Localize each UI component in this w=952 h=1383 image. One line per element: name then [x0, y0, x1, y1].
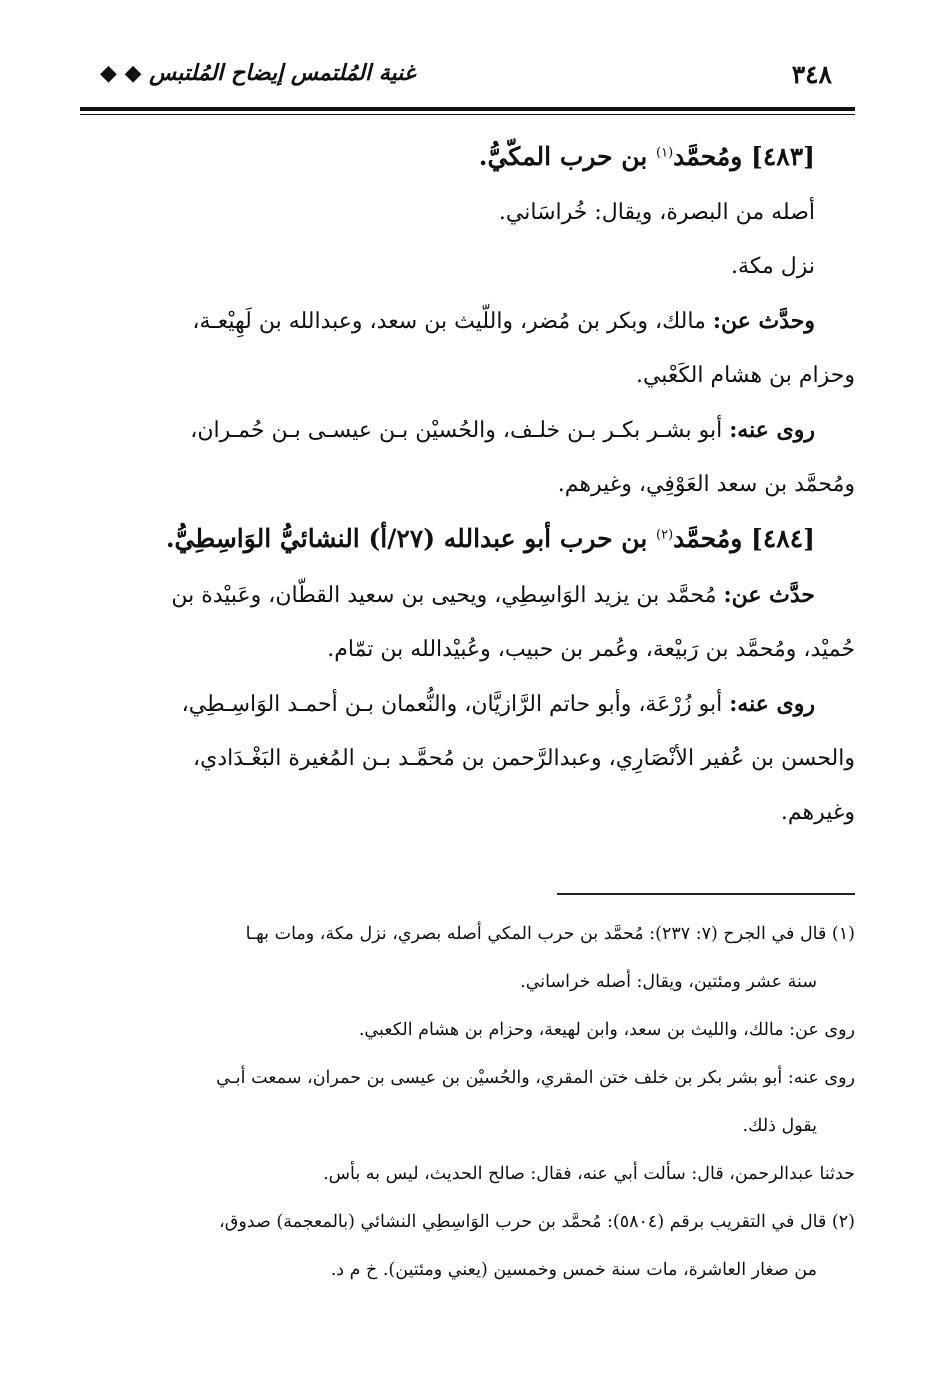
entry-484-narrated-by-end: وغيرهم.: [780, 800, 855, 825]
book-title: غنية المُلتمس إيضاح المُلتبس ◆ ◆: [100, 60, 416, 86]
narrated-by-label: روى عنه:: [729, 417, 815, 443]
entry-484-heading: [85, 512, 855, 568]
entry-483-heading-a: [٤٨٣] ومُحمَّد: [673, 142, 815, 171]
entry-484-heading-b: بن حرب أبو عبدالله (٢٧/أ) النشائيُّ الوَاسِطِيُّ.: [165, 524, 656, 553]
entry-484-heading-a: [٤٨٤] ومُحمَّد: [673, 524, 815, 553]
narrated-by-text-1: أبو زُرْعَة، وأبو حاتم الرَّازيَّان، والنُّعمان بـن أحمـد الوَاسِـطِي،: [181, 692, 730, 717]
narrated-from-text-1: مُحمَّد بن يزيد الوَاسِطِي، ويحيى بن سعيد القطّان، وعَبيْدة بن: [171, 583, 724, 608]
narrated-from-label: وحدَّث عن:: [712, 308, 815, 334]
entry-483-settled: نزل مكة.: [731, 254, 815, 279]
entry-484-narrated-from-cont: حُميْد، ومُحمَّد بن رَبيْعة، وعُمر بن حبيب، وعُبيْدالله بن تمّام.: [327, 637, 855, 662]
entry-484-narrated-from: [85, 568, 855, 623]
footnote-1-line-5: يقول ذلك.: [742, 1116, 817, 1136]
footnotes: [80, 910, 855, 1294]
entry-483-heading-b: بن حرب المكّيُّ.: [478, 142, 656, 171]
narrated-from-label: حدَّث عن:: [723, 582, 815, 608]
footnote-separator: [557, 893, 855, 895]
footnote-1-line-4: روى عنه: أبو بشر بكر بن خلف ختن المقري، والحُسيْن بن عيسى بن حمران، سمعت أبـي: [216, 1068, 855, 1088]
entry-483-origin: أصله من البصرة، ويقال: خُراسَاني.: [498, 200, 815, 225]
main-text: [85, 130, 855, 840]
footnote-ref-2: (٢): [656, 527, 674, 543]
entry-483-narrated-by: [85, 403, 855, 458]
running-header: [80, 58, 872, 96]
header-rule-thick: [80, 107, 855, 111]
footnote-ref-1: (١): [656, 145, 674, 161]
entry-483-narrated-from-cont: وحزام بن هشام الكَعْبي.: [635, 363, 855, 388]
entry-484-narrated-by: [85, 677, 855, 732]
header-rule-thin: [80, 114, 855, 115]
page-number: ٣٤٨: [791, 60, 832, 89]
narrated-by-label: روى عنه:: [729, 691, 815, 717]
narrated-from-text-1: مالك، وبكر بن مُضر، واللّيث بن سعد، وعبدالله بن لَهِيْعـة،: [192, 309, 713, 334]
footnote-1-line-3: روى عن: مالك، والليث بن سعد، وابن لهيعة، وحزام بن هشام الكعبي.: [358, 1020, 855, 1040]
entry-483-heading: [85, 130, 855, 186]
narrated-by-text-1: أبو بشـر بكـر بـن خلـف، والحُسيْن بـن عيسـى بـن حُمـران،: [190, 418, 730, 443]
footnote-1-line-2: سنة عشر ومئتين، ويقال: أصله خراساني.: [520, 972, 817, 992]
entry-483-narrated-from: [85, 294, 855, 349]
footnote-1-line-6: حدثنا عبدالرحمن، قال: سألت أبي عنه، فقال: صالح الحديث، ليس به بأس.: [323, 1164, 855, 1184]
entry-483-narrated-by-cont: ومُحمَّد بن سعد العَوْفِي، وغيرهم.: [557, 472, 855, 497]
footnote-2-line-1: (٢) قال في التقريب برقم (٥٨٠٤): مُحمَّد بن حرب الوَاسِطِي النشائي (بالمعجمة) صدوق،: [219, 1212, 855, 1232]
footnote-1-line-1: (١) قال في الجرح (٧: ٢٣٧): مُحمَّد بن حرب المكي أصله بصري، نزل مكة، ومات بهـا: [245, 924, 855, 944]
entry-484-narrated-by-cont: والحسن بن عُفير الأنْصَارِي، وعبدالرَّحمن بن مُحمَّـد بـن المُغيرة البَغْـدَادي،: [193, 746, 855, 771]
footnote-2-line-2: من صغار العاشرة، مات سنة خمس وخمسين (يعني ومئتين). خ م د.: [330, 1260, 817, 1280]
